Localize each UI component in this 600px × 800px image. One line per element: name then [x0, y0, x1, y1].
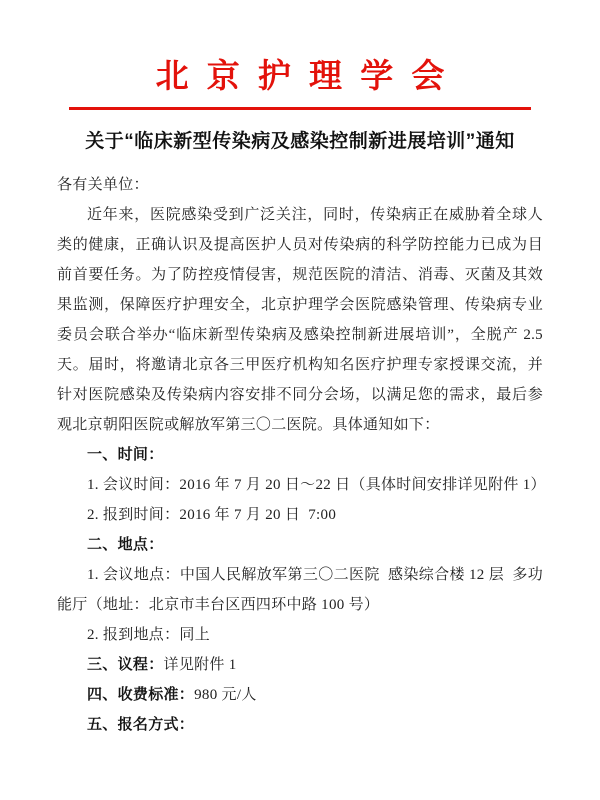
letterhead [57, 56, 543, 110]
notice-title: 关于“临床新型传染病及感染控制新进展培训”通知 [85, 131, 515, 152]
meeting-location-item: 1. 会议地点：中国人民解放军第三〇二医院 感染综合楼 12 层 多功能厅（地址：北京市丰台区西四环中路 100 号） [57, 567, 543, 613]
section-agenda-heading: 三、议程： [87, 656, 164, 673]
section-signup-line [57, 710, 543, 740]
salutation: 各有关单位： [57, 177, 149, 193]
section-fee-line [57, 680, 543, 710]
org-name: 北京护理学会 [155, 59, 463, 95]
header-divider [69, 107, 531, 110]
section-signup-heading: 五、报名方式： [87, 716, 195, 733]
section-location-heading: 二、地点： [87, 536, 164, 553]
section-fee-heading: 四、收费标准： [87, 686, 195, 703]
section-fee-text: 980 元/人 [194, 687, 257, 703]
section-agenda-text: 详见附件 1 [163, 657, 237, 673]
registration-time-item: 2. 报到时间：2016 年 7 月 20 日 7:00 [87, 507, 337, 523]
meeting-time-item: 1. 会议时间：2016 年 7 月 20 日～22 日（具体时间安排详见附件 1） [87, 477, 546, 493]
intro-paragraph: 近年来，医院感染受到广泛关注，同时，传染病正在威胁着全球人类的健康，正确认识及提高医护人员对传染病的科学防控能力已成为目前首要任务。为了防控疫情侵害，规范医院的清洁、消毒、灭菌及其效果监测，保障医疗护理安全，北京护理学会医院感染管理、传染病专业委员会联合举办“临床新型传染病及感染控制新进展培训”，全脱产 2.5 天。届时，将邀请北京各三甲医疗机构知名医疗护理专家授课交流，并针对医院感染及传染病内容安排不同分会场，以满足您的需求，最后参观北京朝阳医院或解放军第三〇二医院。具体通知如下： [57, 207, 548, 433]
registration-location-item: 2. 报到地点：同上 [87, 627, 211, 643]
notice-body [57, 170, 548, 740]
section-agenda-line [57, 650, 543, 680]
section-time-heading: 一、时间： [87, 446, 164, 463]
